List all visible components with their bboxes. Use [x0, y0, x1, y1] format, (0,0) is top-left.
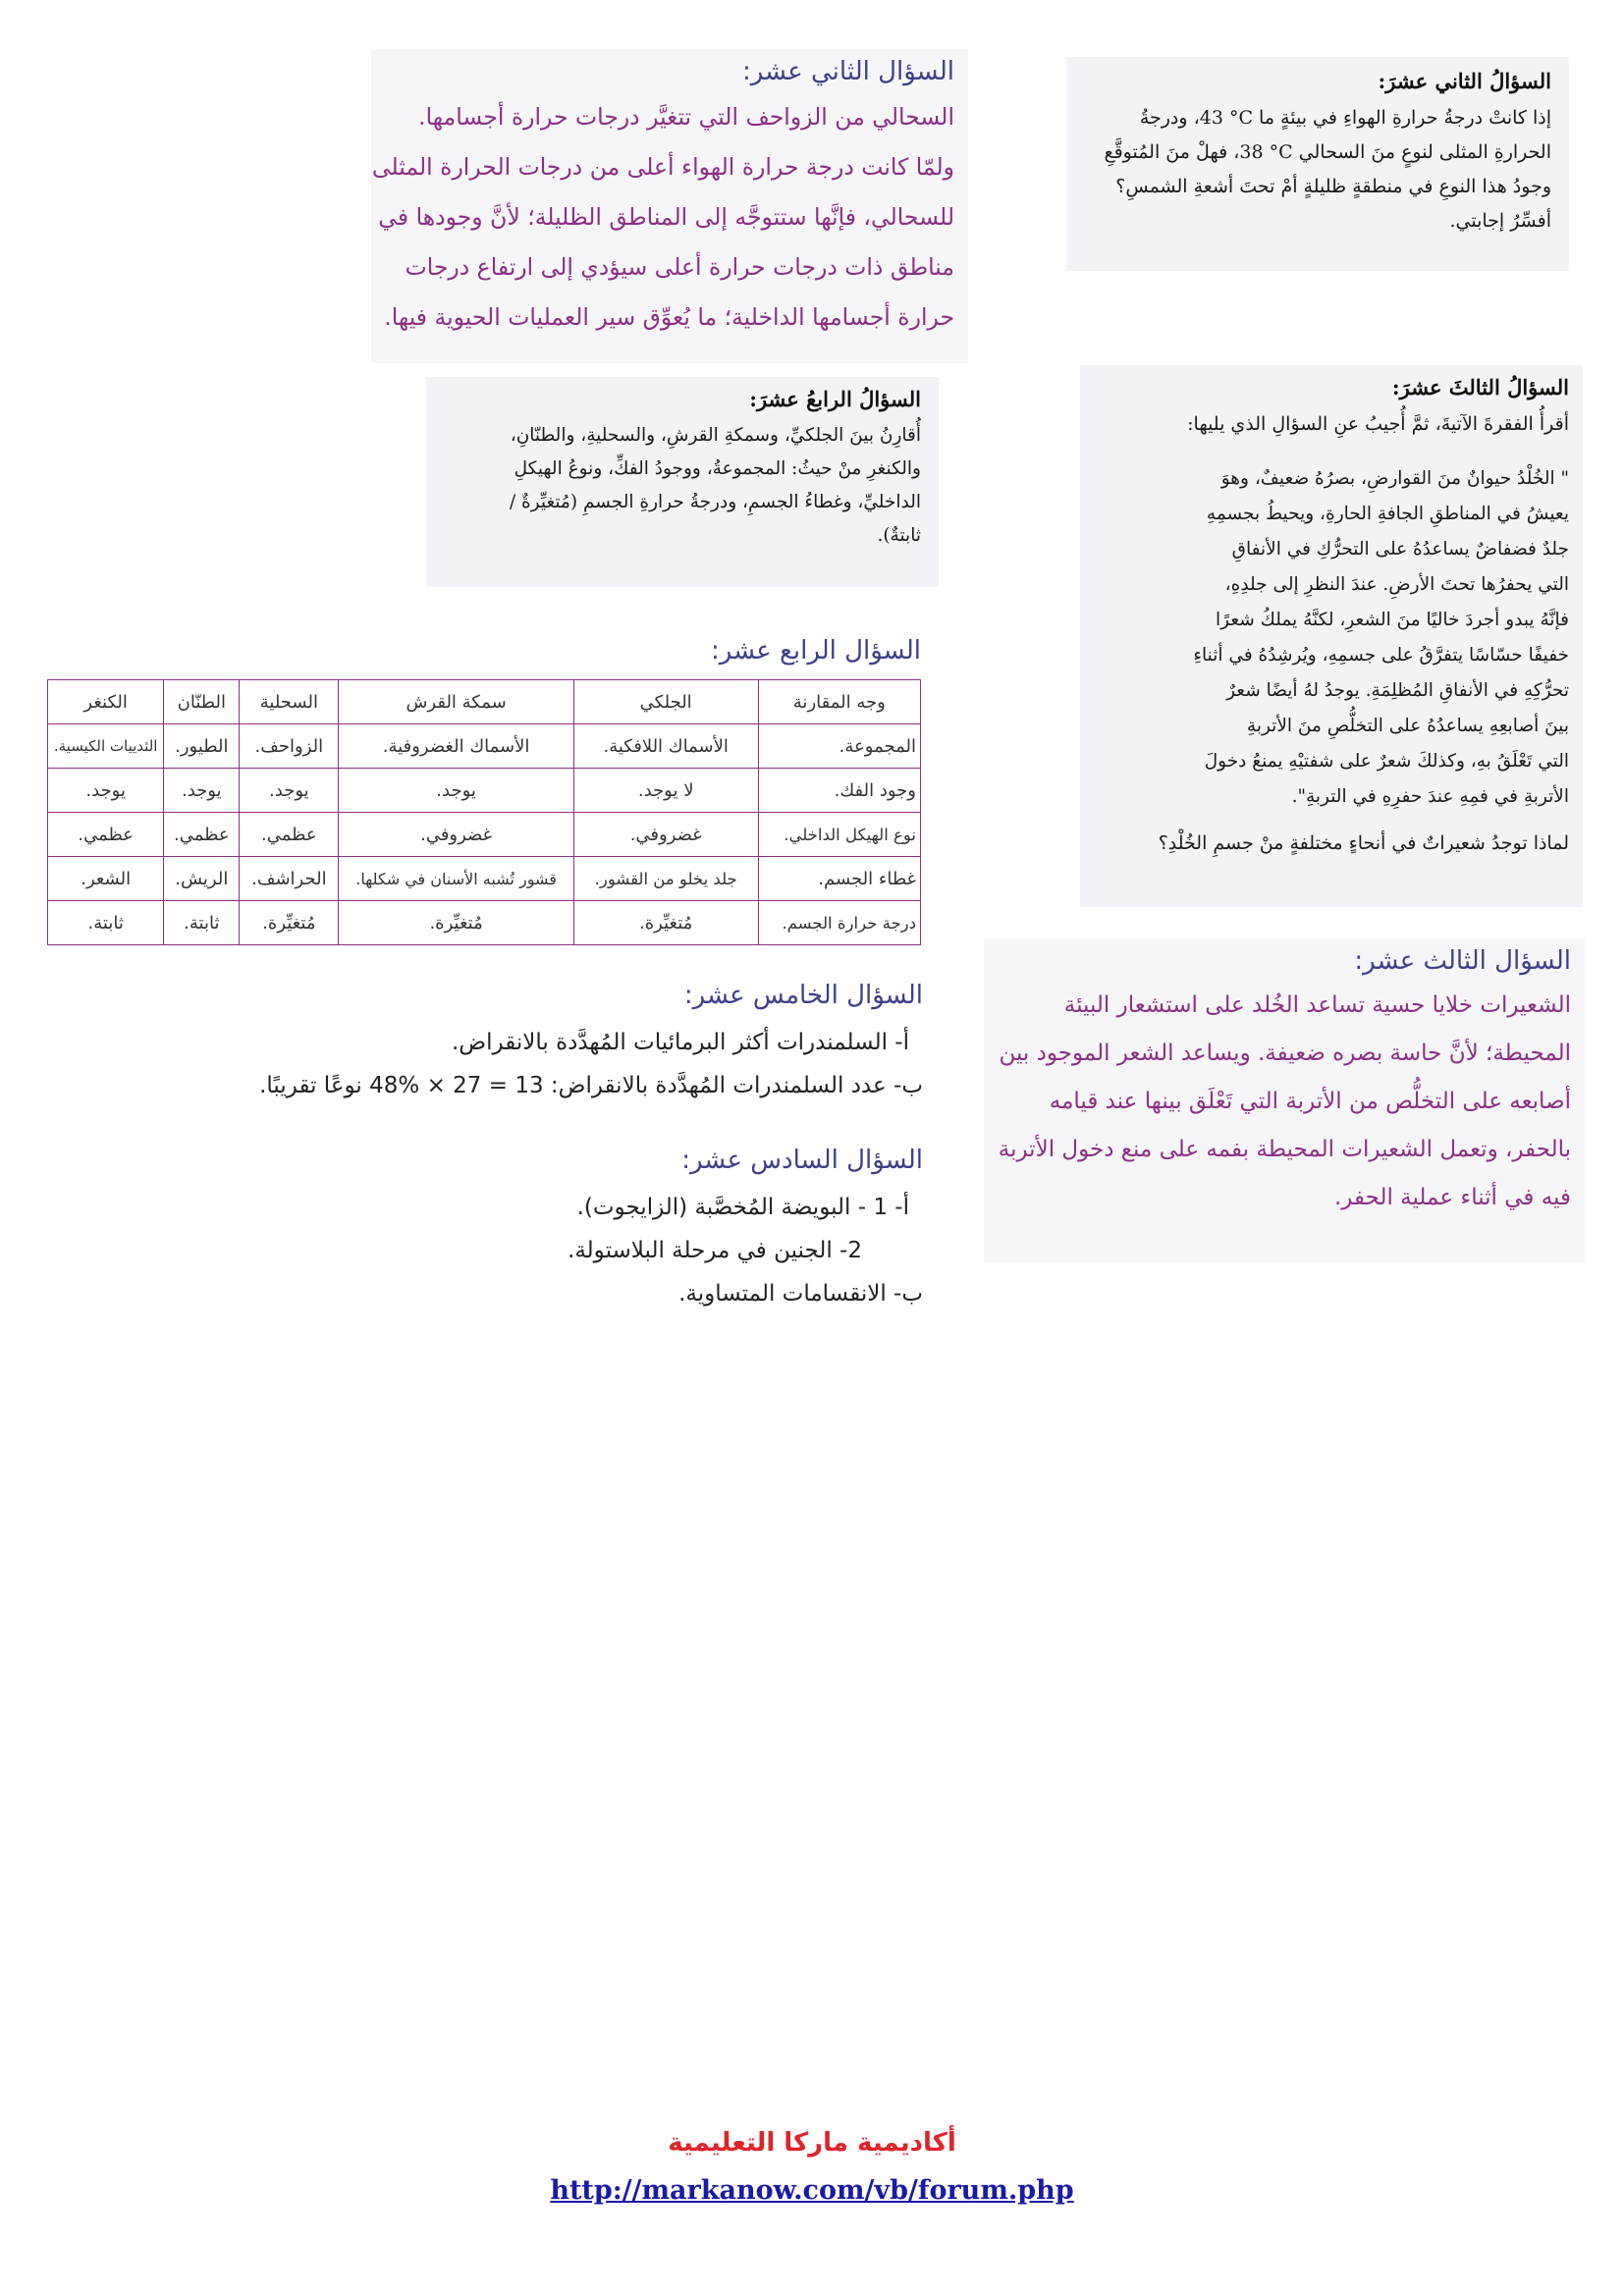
table-cell: نوع الهيكل الداخلي. [758, 813, 920, 857]
answer-15-line: أ- السلمندرات أكثر البرمائيات المُهدَّدة بالانقراض. [452, 1030, 909, 1055]
table-cell: مُتغيِّرة. [339, 901, 573, 945]
table-cell: عظمي. [48, 813, 164, 857]
answer-13-line: المحيطة؛ لأنَّ حاسة بصره ضعيفة. ويساعد الشعر الموجود بين [999, 1041, 1571, 1066]
question-13-paragraph-line: التي تَعْلَقُ بهِ، وكذلكَ شعرٌ على شفتيْهِ يمنعُ دخولَ [1204, 751, 1569, 772]
table-cell: غضروفي. [339, 813, 573, 857]
table-cell: لا يوجد. [573, 769, 758, 813]
question-12-line: وجودُ هذا النوعِ في منطقةٍ ظليلةٍ أمْ تحتَ أشعةِ الشمسِ؟ [1115, 176, 1551, 197]
forum-link[interactable]: http://markanow.com/vb/forum.php [550, 2175, 1074, 2206]
table-cell: غضروفي. [573, 813, 758, 857]
question-13-paragraph-line: تحرُّكِهِ في الأنفاقِ المُظلِمَةِ. يوجدُ لهُ أيضًا شعرٌ [1226, 680, 1569, 701]
question-14-box [426, 377, 939, 587]
table-cell: الطيور. [164, 724, 240, 769]
answer-12-line: مناطق ذات درجات حرارة أعلى سيؤدي إلى ارتفاع درجات [405, 253, 954, 281]
question-13-paragraph-line: " الخُلْدُ حيوانٌ منَ القوارضِ، بصرُهُ ضعيفٌ، وهوَ [1220, 468, 1569, 489]
answer-16-line: ب- الانقسامات المتساوية. [678, 1281, 923, 1307]
table-row [48, 724, 921, 769]
question-13-intro: أقرأُ الفقرةَ الآتيةَ، ثمَّ أُجيبُ عنِ السؤالِ الذي يليها: [1187, 413, 1569, 435]
table-cell: عظمي. [164, 813, 240, 857]
table-cell: الشعر. [48, 857, 164, 901]
question-14-line: والكنغرِ منْ حيثُ: المجموعةُ، ووجودُ الفكِّ، ونوعُ الهيكلِ [514, 458, 921, 479]
question-14-line: الداخليِّ، وغطاءُ الجسمِ، ودرجةُ حرارةِ الجسمِ (مُتغيِّرةٌ / [509, 492, 921, 512]
table-cell: الحراشف. [240, 857, 339, 901]
answer-12-line: حرارة أجسامها الداخلية؛ ما يُعوِّق سير العمليات الحيوية فيها. [384, 303, 954, 331]
table-header-cell: الكنغر [48, 680, 164, 724]
question-12-box [1066, 57, 1569, 271]
table-header-cell: السحلية [240, 680, 339, 724]
comparison-table [47, 679, 921, 945]
table-row [48, 901, 921, 945]
question-13-question: لماذا توجدُ شعيراتٌ في أنحاءٍ مختلفةٍ منْ جسمِ الخُلْدِ؟ [1158, 832, 1569, 854]
table-cell: مُتغيِّرة. [573, 901, 758, 945]
answer-12-line: السحالي من الزواحف التي تتغيَّر درجات حرارة أجسامها. [418, 103, 954, 131]
question-14-title: السؤالُ الرابعُ عشرَ: [749, 387, 921, 411]
table-header-cell: الجلكي [573, 680, 758, 724]
table-cell: المجموعة. [758, 724, 920, 769]
answer-13-box [984, 938, 1585, 1262]
table-cell: درجة حرارة الجسم. [758, 901, 920, 945]
question-13-box [1080, 365, 1583, 907]
question-14-line: أُقارِنُ بينَ الجلكيِّ، وسمكةِ القرشِ، والسحليةِ، والطنّانِ، [510, 425, 921, 446]
answer-12-box [371, 49, 968, 363]
answer-16-title: السؤال السادس عشر: [681, 1146, 923, 1175]
question-13-paragraph-line: خفيفًا حسّاسًا يتفرَّقُ على جسمِهِ، ويُرشِدُهُ في أثناءِ [1193, 645, 1569, 666]
academy-name: أكاديمية ماركا التعليمية [668, 2128, 956, 2158]
question-12-title: السؤالُ الثاني عشرَ: [1378, 69, 1551, 93]
question-12-line: إذا كانتْ درجةُ حرارةِ الهواءِ في بيئةٍ ما ‎43 °C‏، ودرجةُ [1139, 107, 1551, 129]
answer-15-title: السؤال الخامس عشر: [683, 981, 923, 1010]
table-cell: يوجد. [240, 769, 339, 813]
table-cell: عظمي. [240, 813, 339, 857]
answer-15-box [226, 974, 923, 1131]
table-header-cell: الطنّان [164, 680, 240, 724]
question-13-paragraph-line: فإنَّهُ يبدو أجردَ خاليًا منَ الشعرِ، لكنَّهُ يملكُ شعرًا [1216, 610, 1569, 630]
answer-15-line: ب- عدد السلمندرات المُهدَّدة بالانقراض: ‎48% × 27 = 13‏ نوعًا تقريبًا. [259, 1073, 923, 1098]
answer-13-line: بالحفر، وتعمل الشعيرات المحيطة بفمه على منع دخول الأتربة [998, 1137, 1571, 1162]
answer-12-line: ولمّا كانت درجة حرارة الهواء أعلى من درجات الحرارة المثلى [371, 153, 954, 181]
question-13-paragraph-line: جلدٌ فضفاضٌ يساعدُهُ على التحرُّكِ في الأنفاقِ [1231, 539, 1569, 560]
question-14-line: ثابتةٌ). [877, 525, 921, 546]
table-cell: الريش. [164, 857, 240, 901]
table-cell: يوجد. [48, 769, 164, 813]
table-cell: الأسماك اللافكية. [573, 724, 758, 769]
table-cell: الثدييات الكيسية. [48, 724, 164, 769]
question-13-title: السؤالُ الثالثَ عشرَ: [1391, 375, 1569, 400]
answer-12-title: السؤال الثاني عشر: [741, 57, 954, 86]
answer-13-title: السؤال الثالث عشر: [1354, 946, 1571, 976]
table-header-cell: سمكة القرش [339, 680, 573, 724]
question-13-paragraph-line: الأتربةِ في فمِهِ عندَ حفرِهِ في التربةِ". [1291, 786, 1569, 807]
answer-13-line: فيه في أثناء عملية الحفر. [1333, 1185, 1571, 1210]
table-row [48, 857, 921, 901]
question-13-paragraph-line: يعيشُ في المناطقِ الجافةِ الحارةِ، ويحيطُ بجسمِهِ [1206, 504, 1569, 524]
table-row [48, 813, 921, 857]
table-cell: جلد يخلو من القشور. [573, 857, 758, 901]
table-cell: ثابتة. [48, 901, 164, 945]
table-row [48, 769, 921, 813]
question-13-paragraph-line: التي يحفرُها تحتَ الأرضِ. عندَ النظرِ إلى جلدِهِ، [1224, 574, 1569, 595]
table-cell: الأسماك الغضروفية. [339, 724, 573, 769]
question-13-paragraph-line: بينَ أصابعِهِ يساعدُهُ على التخلُّصِ منَ الأتربةِ [1246, 716, 1569, 736]
answer-14-box [47, 636, 921, 970]
answer-13-line: الشعيرات خلايا حسية تساعد الخُلد على استشعار البيئة [1063, 992, 1571, 1018]
table-cell: غطاء الجسم. [758, 857, 920, 901]
answer-16-box [393, 1139, 923, 1355]
table-cell: الزواحف. [240, 724, 339, 769]
table-cell: يوجد. [164, 769, 240, 813]
answer-16-line: أ- 1 - البويضة المُخصَّبة (الزايجوت). [576, 1195, 909, 1220]
table-header-cell: وجه المقارنة [758, 680, 920, 724]
table-cell: قشور تُشبه الأسنان في شكلها. [339, 857, 573, 901]
answer-12-line: للسحالي، فإنَّها ستتوجَّه إلى المناطق الظليلة؛ لأنَّ وجودها في [378, 203, 954, 231]
table-cell: ثابتة. [164, 901, 240, 945]
table-cell: وجود الفك. [758, 769, 920, 813]
answer-16-line: 2- الجنين في مرحلة البلاستولة. [568, 1238, 862, 1263]
answer-14-title: السؤال الرابع عشر: [710, 636, 921, 666]
question-12-line: أفسِّرُ إجابتي. [1449, 210, 1551, 232]
table-cell: مُتغيِّرة. [240, 901, 339, 945]
question-12-line: الحرارةِ المثلى لنوعٍ منَ السحالي ‎38 °C‏، فهلْ منَ المُتوقَّعِ [1104, 141, 1551, 163]
table-header-row [48, 680, 921, 724]
table-cell: يوجد. [339, 769, 573, 813]
answer-13-line: أصابعه على التخلُّص من الأتربة التي تَعْلَق بينها عند قيامه [1049, 1089, 1571, 1114]
